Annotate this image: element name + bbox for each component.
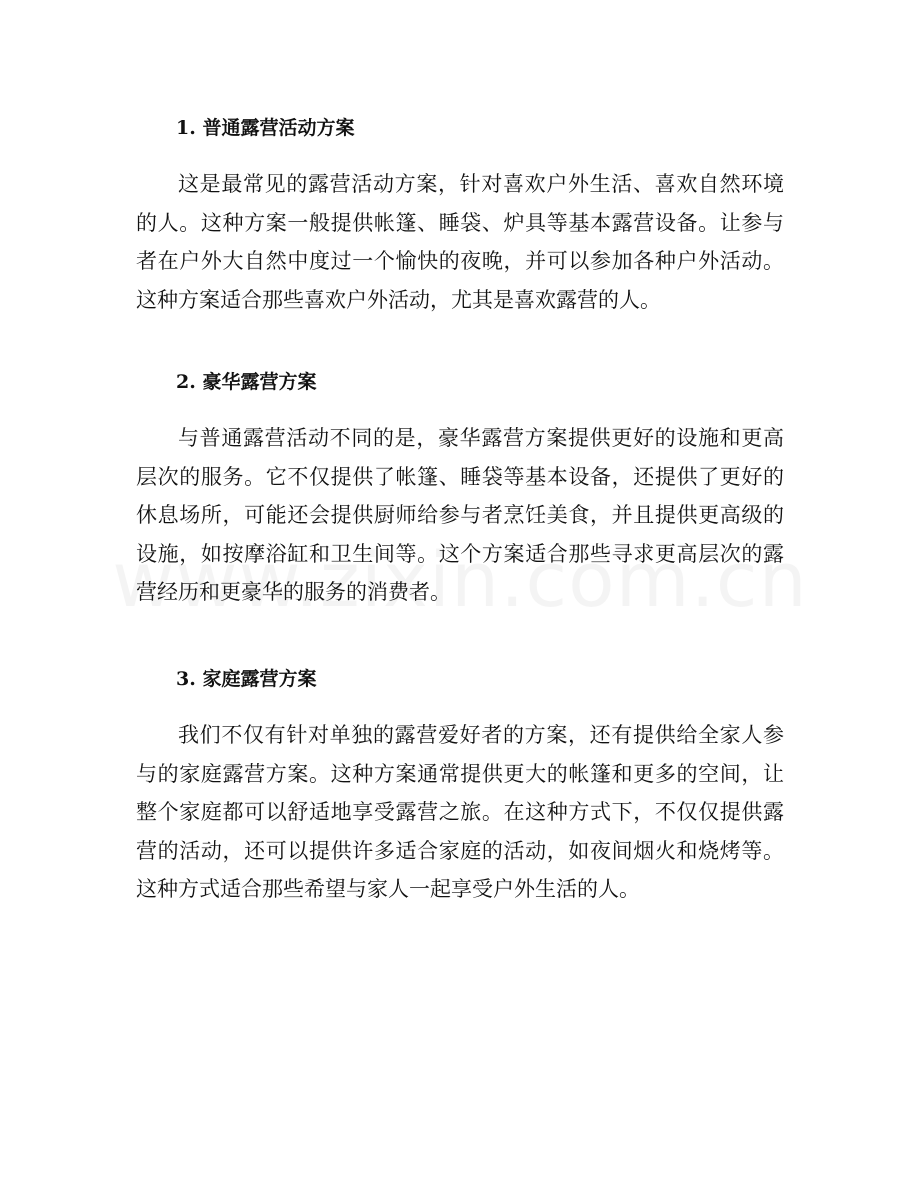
section-3-heading: 3. 家庭露营方案 [176, 668, 317, 690]
section-2-body: 与普通露营活动不同的是，豪华露营方案提供更好的设施和更高层次的服务。它不仅提供了帐篷、睡袋等基本设备，还提供了更好的休息场所，可能还会提供厨师给参与者烹饪美食，并且提供更高级的设施，如按摩浴缸和卫生间等。这个方案适合那些寻求更高层次的露营经历和更豪华的服务的消费者。 [136, 426, 784, 605]
section-3-body: 我们不仅有针对单独的露营爱好者的方案，还有提供给全家人参与的家庭露营方案。这种方案通常提供更大的帐篷和更多的空间，让整个家庭都可以舒适地享受露营之旅。在这种方式下，不仅仅提供露营的活动，还可以提供许多适合家庭的活动，如夜间烟火和烧烤等。这种方式适合那些希望与家人一起享受户外生活的人。 [136, 723, 784, 902]
section-1-heading: 1. 普通露营活动方案 [176, 117, 355, 139]
section-1-body: 这是最常见的露营活动方案，针对喜欢户外生活、喜欢自然环境的人。这种方案一般提供帐篷、睡袋、炉具等基本露营设备。让参与者在户外大自然中度过一个愉快的夜晚，并可以参加各种户外活动。这种方案适合那些喜欢户外活动，尤其是喜欢露营的人。 [136, 172, 784, 312]
section-2-heading: 2. 豪华露营方案 [176, 371, 317, 393]
